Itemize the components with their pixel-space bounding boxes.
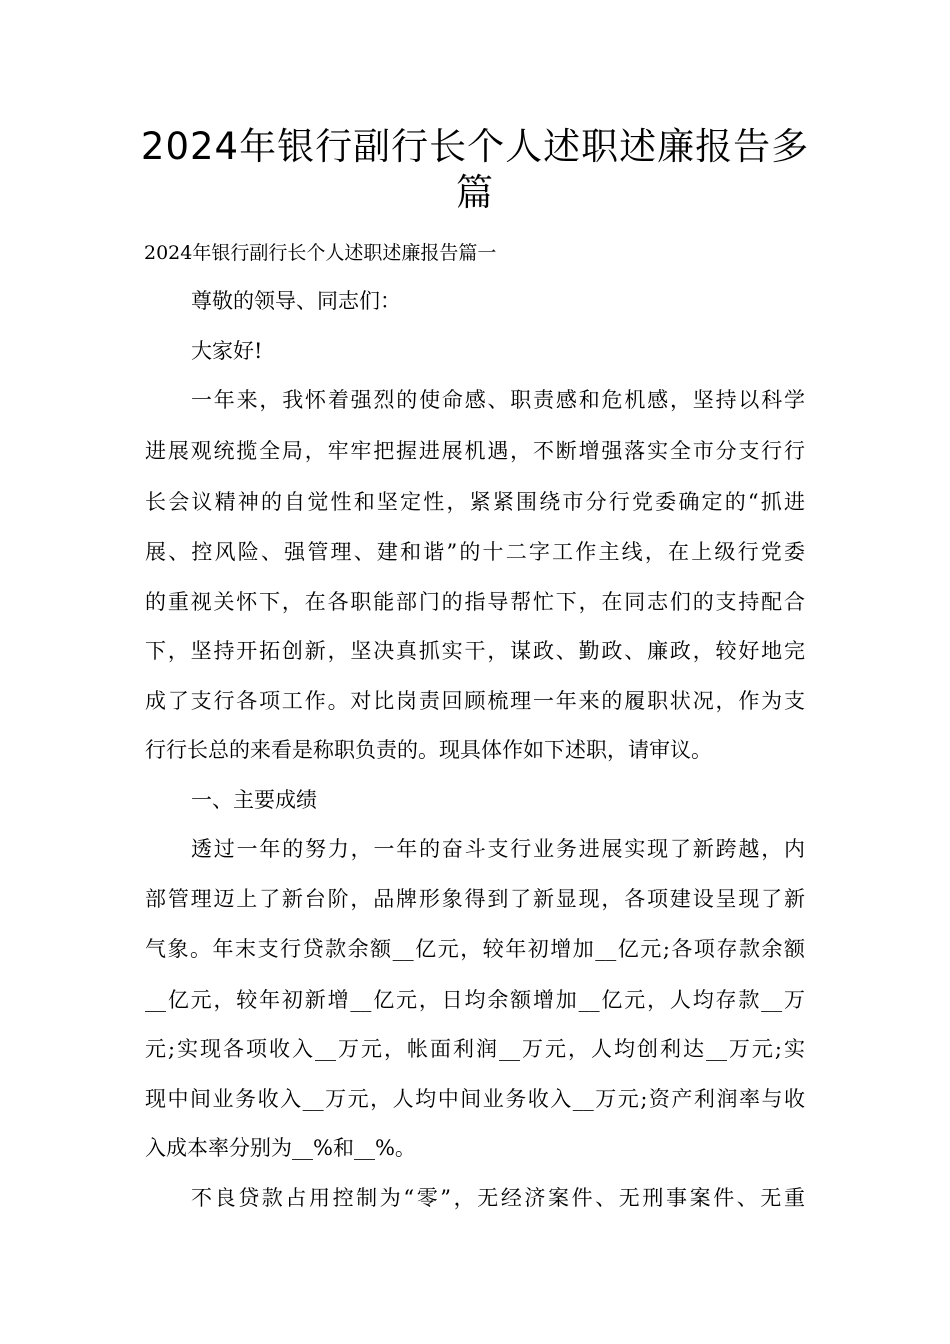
hello-text: 大家好! xyxy=(191,339,263,363)
paragraph-1-line: 长会议精神的自觉性和坚定性，紧紧围绕市分行党委确定的“抓进 xyxy=(145,490,805,514)
paragraph-2-line: 现中间业务收入__万元，人均中间业务收入__万元;资产利润率与收 xyxy=(145,1087,805,1111)
document-title xyxy=(140,124,810,216)
paragraph-3-line: 不良贷款占用控制为“零”，无经济案件、无刑事案件、无重 xyxy=(191,1186,805,1210)
paragraph-1-line: 一年来，我怀着强烈的使命感、职责感和危机感，坚持以科学 xyxy=(191,388,805,412)
section-subtitle: 2024年银行副行长个人述职述廉报告篇一 xyxy=(144,242,497,264)
paragraph-2-line: 部管理迈上了新台阶，品牌形象得到了新显现，各项建设呈现了新 xyxy=(145,887,805,911)
paragraph-1-line: 进展观统揽全局，牢牢把握进展机遇，不断增强落实全市分支行行 xyxy=(145,439,805,463)
paragraph-2-line: __亿元，较年初新增__亿元，日均余额增加__亿元，人均存款__万 xyxy=(145,988,805,1012)
paragraph-2-line: 透过一年的努力，一年的奋斗支行业务进展实现了新跨越，内 xyxy=(191,837,805,861)
section-heading: 一、主要成绩 xyxy=(191,788,317,812)
paragraph-2-line: 元;实现各项收入__万元，帐面利润__万元，人均创利达__万元;实 xyxy=(145,1037,805,1061)
paragraph-1-line: 下，坚持开拓创新，坚决真抓实干，谋政、勤政、廉政，较好地完 xyxy=(145,639,805,663)
title-line-2: 篇 xyxy=(456,171,494,214)
paragraph-1-line: 成了支行各项工作。对比岗责回顾梳理一年来的履职状况，作为支 xyxy=(145,689,805,713)
paragraph-2-line: 气象。年末支行贷款余额__亿元，较年初增加__亿元;各项存款余额 xyxy=(145,937,805,961)
paragraph-1-line: 的重视关怀下，在各职能部门的指导帮忙下，在同志们的支持配合 xyxy=(145,590,805,614)
title-line-1: 2024年银行副行长个人述职述廉报告多 xyxy=(140,125,810,168)
paragraph-1-line: 展、控风险、强管理、建和谐”的十二字工作主线，在上级行党委 xyxy=(145,540,805,564)
paragraph-2-line: 入成本率分别为__%和__%。 xyxy=(145,1136,416,1160)
greeting-text: 尊敬的领导、同志们： xyxy=(191,289,401,313)
paragraph-1-line: 行行长总的来看是称职负责的。现具体作如下述职，请审议。 xyxy=(145,738,712,762)
